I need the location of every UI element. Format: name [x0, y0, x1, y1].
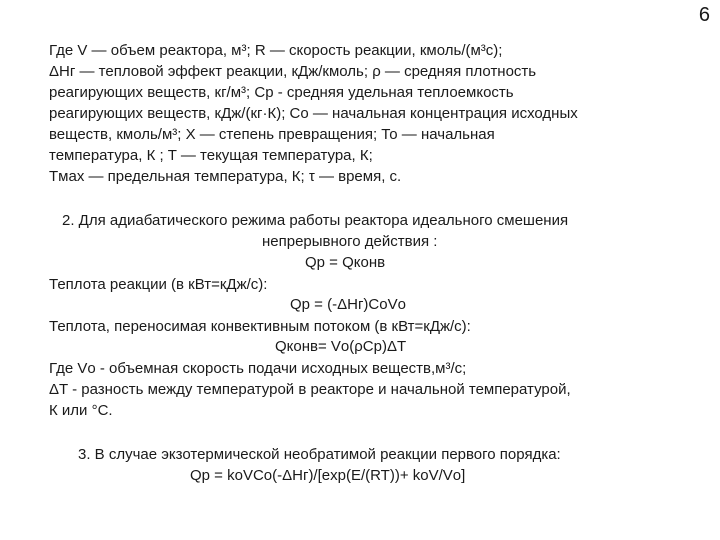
where-line: Где Vо - объемная скорость подачи исходных веществ,м³/с; [49, 360, 467, 377]
page-number: 6 [698, 4, 710, 26]
definition-line: Где V — объем реактора, м³; R — скорость реакции, кмоль/(м³с); [49, 42, 503, 59]
formula-heat-balance: Qр = Qконв [305, 254, 386, 271]
where-line: К или °С. [49, 402, 113, 419]
definition-line: ΔHг — тепловой эффект реакции, кДж/кмоль; ρ — средняя плотность [49, 63, 537, 80]
where-line: ΔT - разность между температурой в реакторе и начальной температурой, [49, 381, 571, 398]
heat-reaction-label: Теплота реакции (в кВт=кДж/с): [49, 276, 268, 293]
section-heading-cont: непрерывного действия : [262, 233, 438, 250]
formula-heat-reaction: Qр = (-ΔHг)CоVо [290, 296, 406, 313]
section-heading: 2. Для адиабатического режима работы реактора идеального смешения [62, 212, 569, 229]
definition-line: реагирующих веществ, кДж/(кг·К); Со — начальная концентрация исходных [49, 105, 578, 122]
definition-line: веществ, кмоль/м³; X — степень превращения; То — начальная [49, 126, 495, 143]
section-heading: 3. В случае экзотермической необратимой реакции первого порядка: [78, 446, 561, 463]
formula-convective-heat: Qконв= Vо(ρCр)ΔT [275, 338, 407, 355]
convective-heat-label: Теплота, переносимая конвективным потоком (в кВт=кДж/с): [49, 318, 471, 335]
definition-line: реагирующих веществ, кг/м³; Cр - средняя удельная теплоемкость [49, 84, 514, 101]
definition-line: температура, К ; T — текущая температура, К; [49, 147, 373, 164]
definition-line: Tмах — предельная температура, К; τ — время, с. [49, 168, 402, 185]
formula-exothermic: Qр = kоVCо(-ΔHг)/[exp(E/(RT))+ kоV/Vо] [190, 467, 466, 484]
